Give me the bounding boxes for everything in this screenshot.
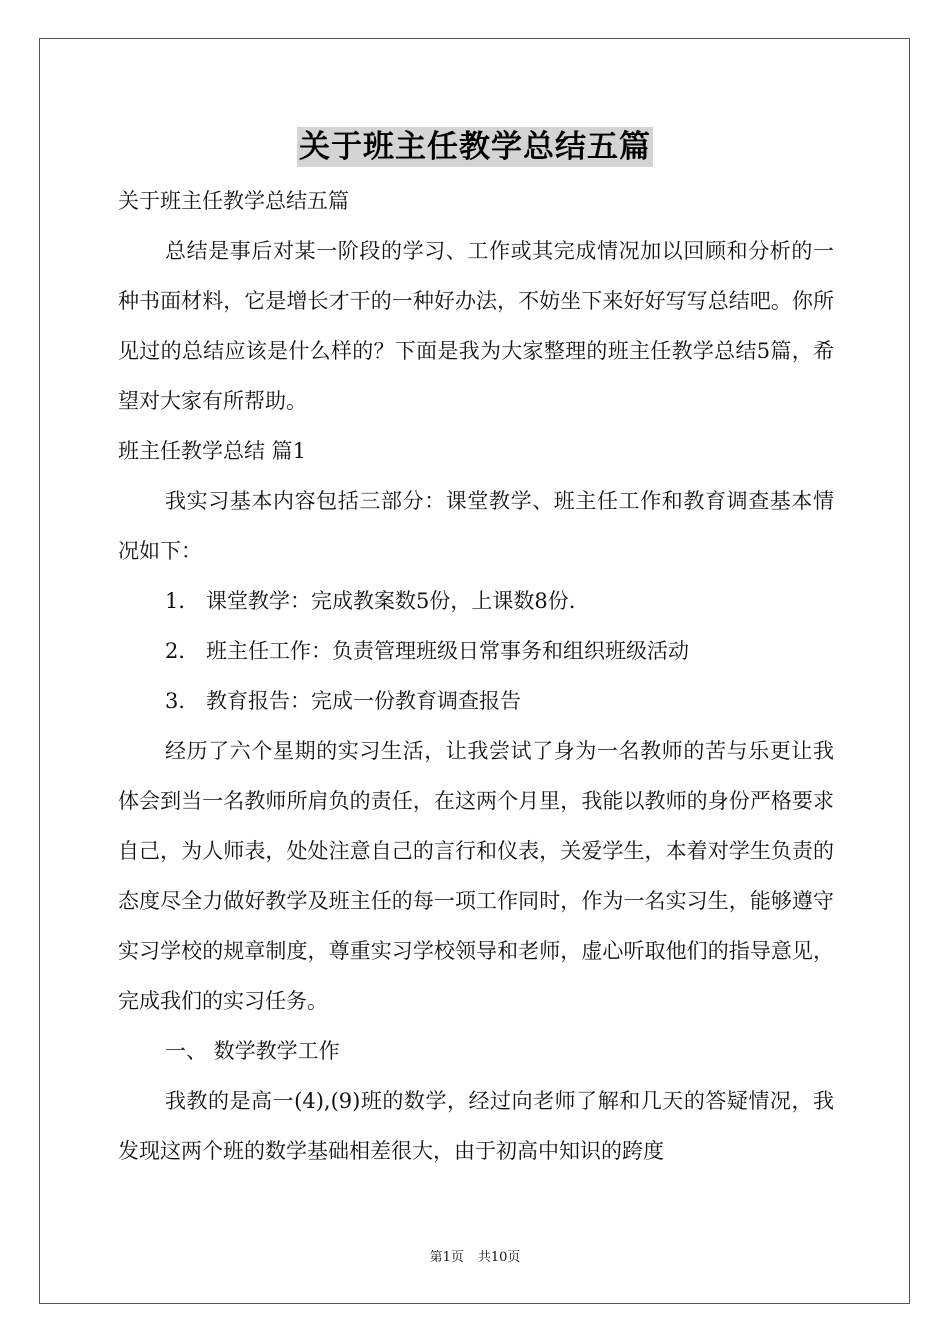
page-number: 第1页: [429, 1250, 464, 1265]
paragraph: 我教的是高一(4),(9)班的数学，经过向老师了解和几天的答疑情况，我发现这两个班的数学基础相差很大，由于初高中知识的跨度: [118, 1089, 834, 1163]
paragraph: 关于班主任教学总结五篇: [118, 189, 349, 213]
paragraph: 我实习基本内容包括三部分：课堂教学、班主任工作和教育调查基本情况如下：: [118, 489, 834, 563]
document-title: 关于班主任教学总结五篇: [299, 129, 651, 165]
page-total: 共10页: [477, 1250, 521, 1265]
document-body: [118, 176, 834, 1176]
page-footer: [0, 1246, 950, 1265]
title-container: [0, 127, 950, 167]
paragraph: 班主任教学总结 篇1: [118, 439, 307, 463]
paragraph: 1． 课堂教学：完成教案数5份，上课数8份.: [165, 589, 576, 613]
paragraph: 经历了六个星期的实习生活，让我尝试了身为一名教师的苦与乐更让我体会到当一名教师所肩负的责任，在这两个月里，我能以教师的身份严格要求自己，为人师表，处处注意自己的言行和仪表，关爱学生，本着对学生负责的态度尽全力做好教学及班主任的每一项工作同时，作为一名实习生，能够遵守实习学校的规章制度，尊重实习学校领导和老师，虚心听取他们的指导意见，完成我们的实习任务。: [118, 739, 834, 1013]
paragraph: 3． 教育报告：完成一份教育调查报告: [165, 689, 522, 713]
paragraph: 2． 班主任工作：负责管理班级日常事务和组织班级活动: [165, 639, 690, 663]
paragraph: 一、 数学教学工作: [165, 1039, 340, 1063]
paragraph: 总结是事后对某一阶段的学习、工作或其完成情况加以回顾和分析的一种书面材料，它是增长才干的一种好办法，不妨坐下来好好写写总结吧。你所见过的总结应该是什么样的？下面是我为大家整理的班主任教学总结5篇，希望对大家有所帮助。: [118, 239, 834, 413]
